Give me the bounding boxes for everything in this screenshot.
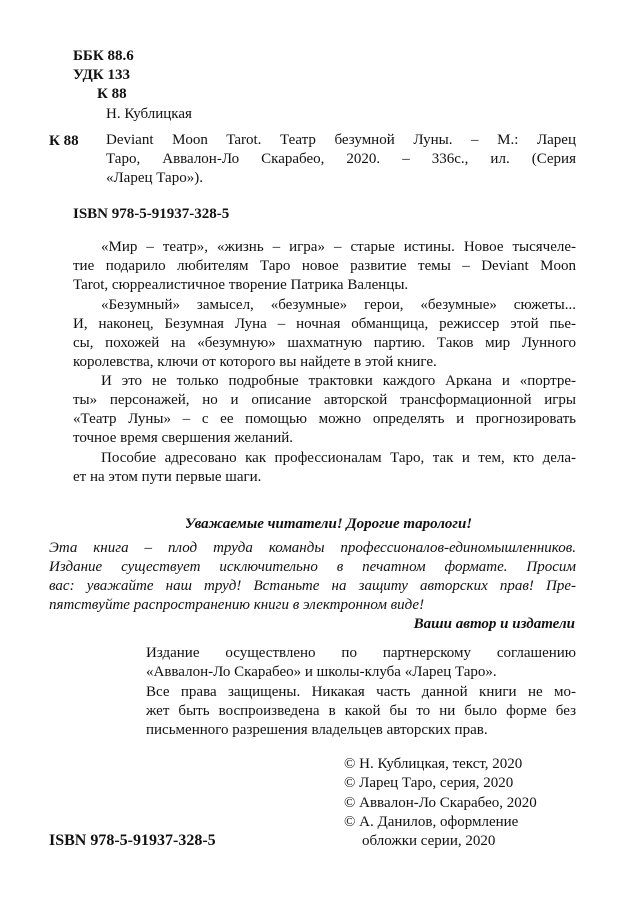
isbn-bottom: ISBN 978-5-91937-328-5 [49, 832, 216, 849]
annotation-line-2: тие подарило любителям Таро новое развитие темы – Deviant Moon [73, 258, 576, 274]
isbn-top: ISBN 978-5-91937-328-5 [73, 206, 230, 222]
udk-code: УДК 133 [73, 67, 130, 83]
rights-line-1: Издание осуществлено по партнерскому соглашению [146, 645, 576, 661]
rights-line-2: «Аввалон-Ло Скарабео» и школы-клуба «Ларец Таро». [146, 664, 497, 680]
annotation-line-11: точное время свершения желаний. [73, 430, 294, 446]
rights-line-5: письменного разрешения владельцев авторских прав. [146, 722, 488, 738]
author-mark-code: К 88 [97, 86, 127, 102]
annotation-line-8: И это не только подробные трактовки каждого Аркана и «портре- [101, 373, 576, 389]
annotation-line-12: Пособие адресовано как профессионалам Таро, так и тем, кто дела- [101, 450, 576, 466]
catalog-mark: К 88 [49, 133, 79, 149]
appeal-line-1: Эта книга – плод труда команды профессионалов-единомышленников. [49, 540, 576, 556]
bib-line-2: Таро, Аввалон-Ло Скарабео, 2020. – 336с., ил. (Серия [106, 151, 576, 167]
annotation-line-3: Tarot, сюрреалистичное творение Патрика Валенцы. [73, 277, 409, 293]
annotation-line-13: ет на этом пути первые шаги. [73, 469, 262, 485]
annotation-line-10: «Театр Луны» – с ее помощью можно определять и прогнозировать [73, 411, 576, 427]
annotation-line-6: сы, похожей на «безумную» шахматную партию. Таков мир Лунного [73, 335, 576, 351]
appeal-line-2: Издание существует исключительно в печатном формате. Просим [49, 559, 576, 575]
bib-line-3: «Ларец Таро»). [106, 170, 203, 186]
appeal-line-3: вас: уважайте наш труд! Встаньте на защиту авторских прав! Пре- [49, 578, 576, 594]
copyright-line-1: © Н. Кублицкая, текст, 2020 [344, 756, 523, 772]
author-name: Н. Кублицкая [106, 106, 192, 122]
copyright-line-2: © Ларец Таро, серия, 2020 [344, 775, 514, 791]
appeal-signature: Ваши автор и издатели [413, 616, 575, 632]
bib-line-1: Deviant Moon Tarot. Театр безумной Луны. – М.: Ларец [106, 132, 576, 148]
annotation-line-9: ты» персонажей, но и описание авторской трансформационной игры [73, 392, 576, 408]
annotation-line-1: «Мир – театр», «жизнь – игра» – старые истины. Новое тысячеле- [101, 239, 576, 255]
rights-line-3: Все права защищены. Никакая часть данной книги не мо- [146, 684, 576, 700]
copyright-line-5: обложки серии, 2020 [362, 833, 496, 849]
appeal-line-4: пятствуйте распространению книги в электронном виде! [49, 597, 425, 613]
copyright-line-3: © Аввалон-Ло Скарабео, 2020 [344, 795, 537, 811]
annotation-line-7: королевства, ключи от которого вы найдете в этой книге. [73, 354, 437, 370]
copyright-line-4: © А. Данилов, оформление [344, 814, 519, 830]
bbk-code: ББК 88.6 [73, 48, 134, 64]
annotation-line-4: «Безумный» замысел, «безумные» герои, «безумные» сюжеты... [101, 297, 576, 313]
appeal-heading: Уважаемые читатели! Дорогие тарологи! [184, 516, 473, 532]
rights-line-4: жет быть воспроизведена в какой бы то ни было форме без [146, 703, 576, 719]
annotation-line-5: И, наконец, Безумная Луна – ночная обманщица, режиссер этой пье- [73, 316, 576, 332]
